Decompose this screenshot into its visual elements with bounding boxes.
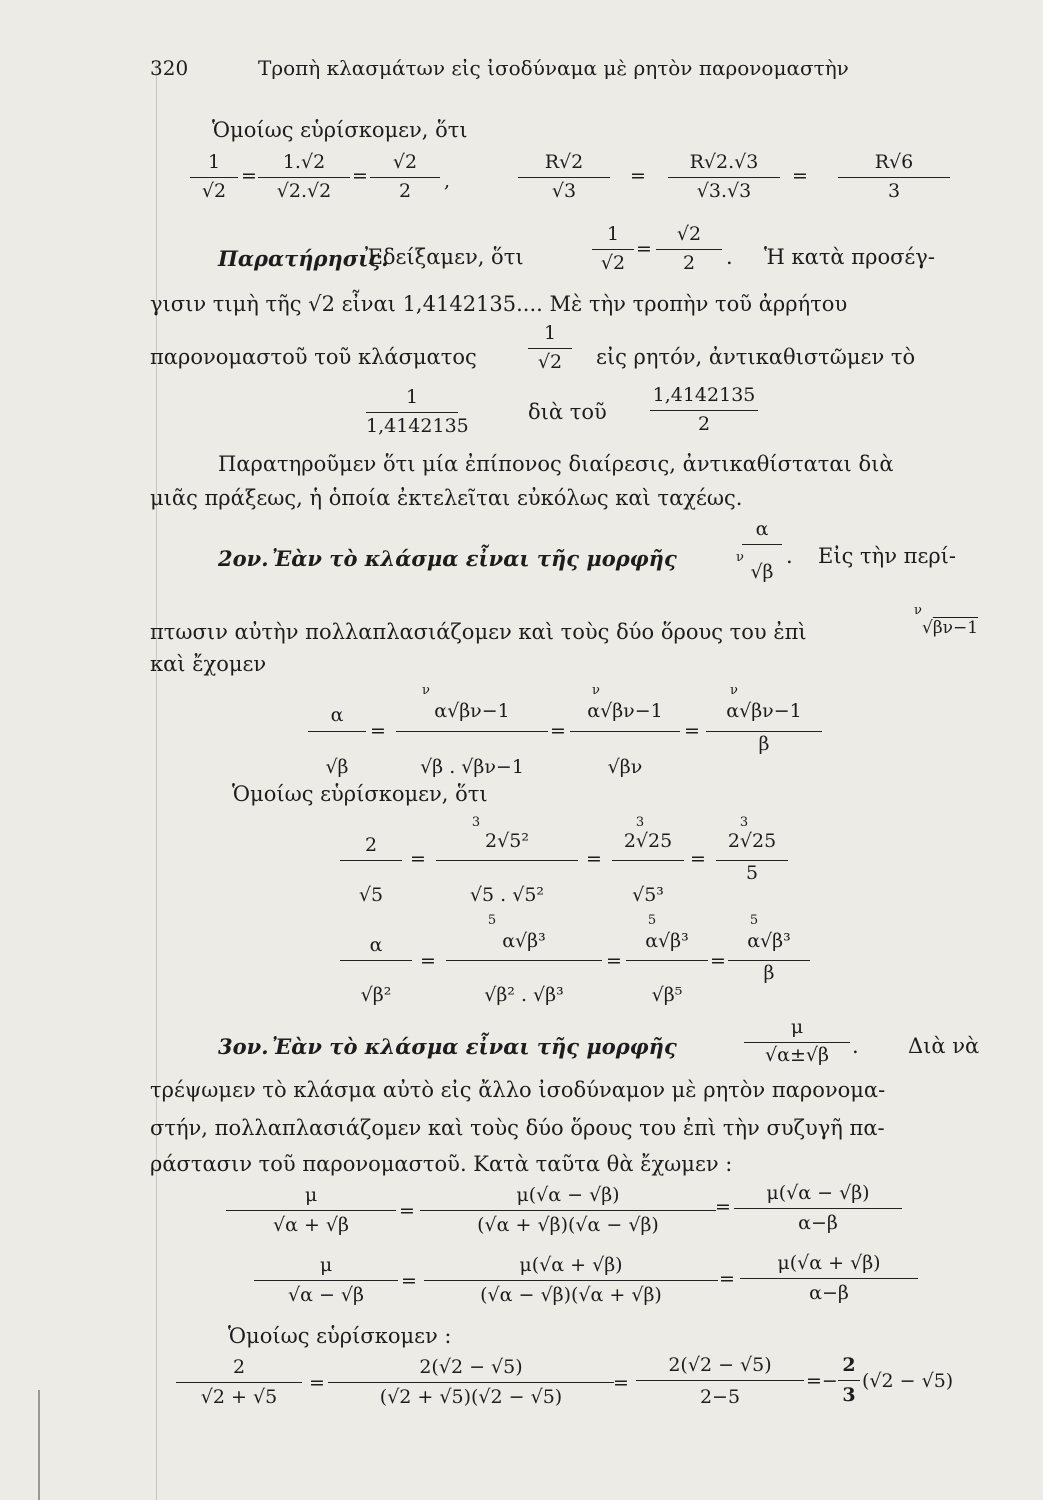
approx2-bar: [650, 410, 758, 411]
eq3d-bar-1: [226, 1210, 396, 1211]
case3-form-bar: [744, 1042, 850, 1043]
case2-form-den: √β: [750, 561, 774, 583]
eq2a-bar-2: [396, 731, 548, 732]
case2-line2-radicand: βν−1: [932, 618, 979, 638]
eq3f-bar-3: [636, 1380, 804, 1381]
eq1-den-6: 3: [887, 180, 901, 202]
eq3d-num-1: μ: [304, 1184, 318, 1206]
eq3f-minus: =−: [806, 1370, 838, 1392]
case3-line-2: τρέψωμεν τὸ κλάσμα αὐτὸ εἰς ἄλλο ἰσοδύναμον μὲ ρητὸν παρονομα-: [150, 1078, 886, 1102]
eq2a-den-2: √β . √βν−1: [420, 756, 524, 778]
remark-line3-num: 1: [543, 322, 557, 344]
eq1-den-5: √3.√3: [696, 180, 752, 202]
remark-line3-den: √2: [537, 351, 563, 373]
eq3e-bar-1: [254, 1280, 398, 1281]
approx-bar: [366, 412, 458, 413]
eq3f-num-3: 2(√2 − √5): [668, 1354, 772, 1376]
eq1-comma: ,: [443, 170, 451, 192]
case3-form-num: μ: [790, 1016, 804, 1038]
eq3f-bar-1: [176, 1382, 302, 1383]
eq3d-bar-3: [734, 1208, 902, 1209]
eq2b-num-4: 2√25: [727, 830, 777, 852]
remark-dot: .: [726, 245, 733, 269]
eq2a-num-3: α√βν−1: [587, 700, 663, 722]
eq3d-den-1: √α + √β: [272, 1214, 350, 1236]
intro-line: Ὁμοίως εὑρίσκομεν, ὅτι: [212, 118, 468, 142]
eq2c-bar-4: [728, 960, 810, 961]
remark-frac-den: √2: [600, 252, 626, 274]
eq3d-eq-1: =: [399, 1200, 415, 1222]
eq3e-bar-3: [740, 1278, 918, 1279]
remark-text-2: Ἡ κατὰ προσέγ-: [764, 245, 935, 269]
eq2b-idx-4: 3: [739, 815, 749, 830]
approx-num: 1: [405, 386, 419, 408]
eq2a-eq-3: =: [684, 720, 700, 742]
margin-rule: [156, 60, 157, 1500]
case3-after: Διὰ νὰ: [908, 1034, 980, 1058]
case2-similarly: Ὁμοίως εὑρίσκομεν, ὅτι: [232, 782, 488, 806]
eq3f-den-1: √2 + √5: [200, 1386, 278, 1408]
eq3e-bar-2: [424, 1280, 718, 1281]
eq2c-num-4: α√β³: [747, 930, 791, 952]
page-edge: [38, 1390, 40, 1500]
eq3e-num-1: μ: [319, 1254, 333, 1276]
eq1-den-2: √2.√2: [276, 180, 332, 202]
eq3d-bar-2: [420, 1210, 716, 1211]
eq2c-eq-1: =: [420, 950, 436, 972]
eq1-num-3: √2: [392, 151, 418, 173]
eq2a-idx-4: ν: [730, 683, 738, 698]
eq3d-num-2: μ(√α − √β): [516, 1184, 620, 1206]
case2-line-2: πτωσιν αὐτὴν πολλαπλασιάζομεν καὶ τοὺς δύο ὅρους του ἐπὶ: [150, 620, 807, 644]
eq2a-eq-2: =: [550, 720, 566, 742]
eq1-bar-4: [518, 177, 610, 178]
approx2-num: 1,4142135: [652, 384, 756, 406]
remark-line-5: μιᾶς πράξεως, ἡ ὁποία ἐκτελεῖται εὐκόλως καὶ ταχέως.: [150, 486, 743, 510]
eq1-bar-3: [370, 177, 440, 178]
eq2c-idx-2: 5: [487, 913, 497, 928]
remark-line-3b: εἰς ρητόν, ἀντικαθιστῶμεν τὸ: [596, 345, 916, 369]
eq1-bar-2: [258, 177, 350, 178]
eq3e-den-1: √α − √β: [287, 1284, 365, 1306]
eq2c-bar-2: [446, 960, 602, 961]
eq1-den-1: √2: [201, 180, 227, 202]
remark-frac-num: 1: [606, 223, 620, 245]
approx2-den: 2: [697, 413, 711, 435]
eq1-eq-4: =: [792, 165, 808, 187]
case3-line-3: στήν, πολλαπλασιάζομεν καὶ τοὺς δύο ὅρους του ἐπὶ τὴν συζυγῆ πα-: [150, 1116, 885, 1140]
eq1-eq-3: =: [630, 165, 646, 187]
eq3f-den-2: (√2 + √5)(√2 − √5): [379, 1386, 563, 1408]
case2-line-3: καὶ ἔχομεν: [150, 652, 267, 676]
case2-form-num: α: [755, 518, 769, 540]
eq2b-bar-1: [340, 860, 402, 861]
eq2b-num-2: 2√5²: [485, 830, 529, 852]
eq2a-bar-1: [308, 731, 366, 732]
eq2c-num-1: α: [369, 934, 383, 956]
approx-mid: διὰ τοῦ: [528, 400, 607, 424]
case3-form-den: √α±√β: [765, 1044, 829, 1066]
eq2a-num-2: α√βν−1: [434, 700, 510, 722]
eq3f-tail: (√2 − √5): [862, 1370, 954, 1392]
remark-line-2: γισιν τιμὴ τῆς √2 εἶναι 1,4142135.... Μὲ τὴν τροπὴν τοῦ ἀρρήτου: [150, 292, 848, 316]
eq2c-bar-3: [626, 960, 708, 961]
case2-form-bar: [742, 544, 782, 545]
eq3f-num-4: 2: [842, 1354, 856, 1376]
eq2a-bar-3: [570, 731, 680, 732]
eq2b-bar-4: [716, 860, 788, 861]
remark-eq: =: [636, 238, 652, 260]
case2-label: 2ον.: [218, 546, 269, 571]
case3-label: 3ον.: [218, 1034, 269, 1059]
case2-line2-idx: ν: [914, 603, 922, 618]
eq3f-num-2: 2(√2 − √5): [419, 1356, 523, 1378]
eq2b-den-3: √5³: [632, 884, 664, 906]
eq2c-eq-3: =: [710, 950, 726, 972]
eq3f-bar-4: [838, 1380, 860, 1381]
remark-line-4: Παρατηροῦμεν ὅτι μία ἐπίπονος διαίρεσις, ἀντικαθίσταται διὰ: [218, 452, 894, 476]
eq2a-idx-3: ν: [592, 683, 600, 698]
eq2c-num-2: α√β³: [502, 930, 546, 952]
eq1-eq-1: =: [241, 165, 257, 187]
eq1-num-1: 1: [207, 151, 221, 173]
eq1-bar-6: [838, 177, 950, 178]
eq2b-idx-3: 3: [635, 815, 645, 830]
eq1-bar-1: [190, 177, 238, 178]
approx-den: 1,4142135: [366, 415, 469, 437]
eq3e-den-2: (√α − √β)(√α + √β): [480, 1284, 662, 1306]
eq2b-bar-3: [612, 860, 684, 861]
running-title: Τροπὴ κλασμάτων εἰς ἰσοδύναμα μὲ ρητὸν παρονομαστὴν: [258, 56, 849, 80]
case2-dot: .: [786, 544, 793, 568]
eq2b-num-3: 2√25: [623, 830, 673, 852]
remark-frac2-bar: [656, 249, 722, 250]
eq3f-num-1: 2: [232, 1356, 246, 1378]
eq3e-eq-1: =: [401, 1270, 417, 1292]
eq3d-eq-2: =: [715, 1196, 731, 1218]
eq1-num-5: R√2.√3: [689, 151, 759, 173]
remark-label: Παρατήρησις.: [218, 246, 389, 271]
eq2b-idx-2: 3: [471, 815, 481, 830]
eq2c-bar-1: [340, 960, 412, 961]
remark-line3-bar: [528, 348, 572, 349]
eq2a-eq-1: =: [370, 720, 386, 742]
eq2b-eq-2: =: [586, 848, 602, 870]
eq3f-den-3: 2−5: [699, 1386, 741, 1408]
eq2c-den-1: √β²: [360, 984, 392, 1006]
remark-frac2-num: √2: [676, 223, 702, 245]
eq3d-num-3: μ(√α − √β): [766, 1182, 870, 1204]
case3-line-4: ράστασιν τοῦ παρονομαστοῦ. Κατὰ ταῦτα θὰ ἔχωμεν :: [150, 1152, 733, 1176]
eq2b-bar-2: [436, 860, 578, 861]
eq2c-den-3: √β⁵: [651, 984, 683, 1006]
eq3e-num-2: μ(√α + √β): [519, 1254, 623, 1276]
eq2c-idx-4: 5: [749, 913, 759, 928]
eq1-eq-2: =: [352, 165, 368, 187]
eq1-num-6: R√6: [874, 151, 914, 173]
eq1-num-4: R√2: [544, 151, 584, 173]
case3-dot: .: [852, 1034, 859, 1058]
remark-frac2-den: 2: [682, 252, 696, 274]
eq2c-den-2: √β² . √β³: [484, 984, 564, 1006]
eq2b-den-2: √5 . √5²: [469, 884, 545, 906]
eq2b-den-4: 5: [745, 862, 759, 884]
eq2c-idx-3: 5: [647, 913, 657, 928]
remark-text-1: Ἐδείξαμεν, ὅτι: [365, 245, 524, 269]
eq3e-den-3: α−β: [809, 1282, 849, 1304]
case2-line2-rad: √βν−1: [922, 618, 979, 638]
remark-line-3a: παρονομαστοῦ τοῦ κλάσματος: [150, 345, 477, 369]
eq2a-bar-4: [706, 731, 822, 732]
case2-form-idx: ν: [736, 550, 744, 565]
remark-frac-bar: [592, 249, 634, 250]
eq3e-eq-2: =: [719, 1268, 735, 1290]
eq2b-eq-3: =: [690, 848, 706, 870]
eq2b-eq-1: =: [410, 848, 426, 870]
case2-after: Εἰς τὴν περί-: [818, 544, 956, 568]
eq1-den-4: √3: [551, 180, 577, 202]
case3-similarly: Ὁμοίως εὑρίσκομεν :: [228, 1324, 452, 1348]
eq2c-num-3: α√β³: [645, 930, 689, 952]
eq1-num-2: 1.√2: [282, 151, 326, 173]
eq3d-den-3: α−β: [798, 1212, 838, 1234]
case3-title: Ἐὰν τὸ κλάσμα εἶναι τῆς μορφῆς: [272, 1034, 677, 1059]
eq3f-den-4: 3: [842, 1384, 856, 1406]
eq1-den-3: 2: [398, 180, 412, 202]
eq3f-bar-2: [328, 1382, 614, 1383]
eq3d-den-2: (√α + √β)(√α − √β): [477, 1214, 659, 1236]
eq2c-den-4: β: [763, 962, 775, 984]
eq2a-num-4: α√βν−1: [726, 700, 802, 722]
eq2b-num-1: 2: [364, 834, 378, 856]
eq2a-den-3: √βν: [607, 756, 643, 778]
eq2a-den-1: √β: [325, 756, 349, 778]
eq2a-den-4: β: [758, 733, 770, 755]
eq2a-idx-2: ν: [422, 683, 430, 698]
page-number: 320: [150, 56, 189, 80]
eq2b-den-1: √5: [358, 884, 384, 906]
eq3e-num-3: μ(√α + √β): [777, 1252, 881, 1274]
eq1-bar-5: [668, 177, 780, 178]
eq2a-num-1: α: [330, 704, 344, 726]
eq3f-eq-2: =: [613, 1372, 629, 1394]
eq2c-eq-2: =: [606, 950, 622, 972]
case2-title: Ἐὰν τὸ κλάσμα εἶναι τῆς μορφῆς: [272, 546, 677, 571]
eq3f-eq-1: =: [309, 1372, 325, 1394]
